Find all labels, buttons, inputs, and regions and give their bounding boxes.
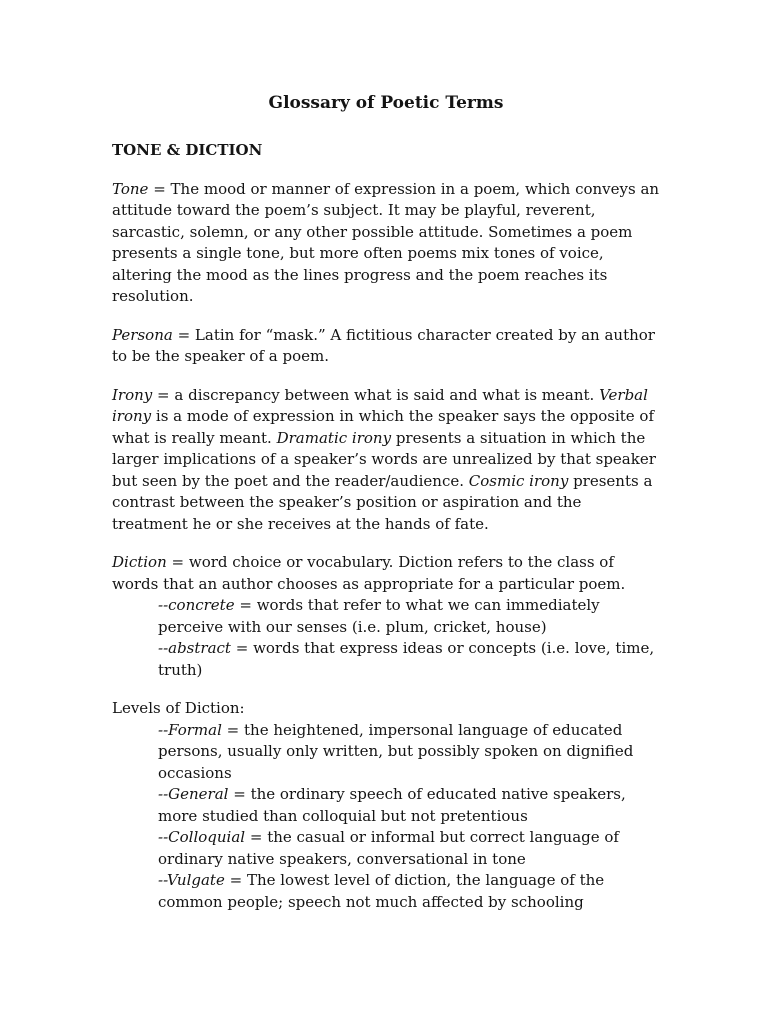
separator: = [228, 785, 251, 803]
dash-prefix: -- [158, 871, 168, 889]
separator: = [166, 553, 189, 571]
section-heading: TONE & DICTION [112, 141, 263, 159]
separator: = [221, 720, 245, 739]
separator: = [152, 385, 175, 404]
level-general [158, 784, 660, 827]
subterm-abstract [158, 639, 231, 657]
document-title: Glossary of Poetic Terms [268, 93, 504, 113]
definition-general: the ordinary speech of educated native speakers, more studied than colloquial but not pretentious [158, 785, 626, 825]
separator: = [224, 871, 247, 889]
level-term-general [158, 785, 228, 803]
definition-irony-part3: presents a situation in which the larger implications of a speaker’s words are unrealized by that speaker but seen by the poet and the reader/audience. [112, 428, 656, 490]
separator: = [245, 828, 268, 846]
separator: = [230, 639, 254, 657]
entry-tone [112, 179, 660, 308]
definition-concrete: words that refer to what we can immediately perceive with our senses (i.e. plum, cricket, house) [158, 596, 600, 636]
definition-abstract: words that express ideas or concepts (i.e. love, time, truth) [158, 639, 655, 679]
subterm-concrete-label: concrete [168, 596, 235, 614]
level-term-colloquial [158, 828, 245, 846]
definition-irony-part1: a discrepancy between what is said and what is meant. [174, 385, 600, 404]
level-colloquial [158, 827, 660, 870]
term-dramatic-irony: Dramatic irony [276, 428, 392, 447]
definition-colloquial: the casual or informal but correct language of ordinary native speakers, conversational in tone [158, 828, 619, 868]
definition-irony-part4: presents a contrast between the speaker’s position or aspiration and the treatment he or she receives at the hands of fate. [112, 471, 653, 533]
term-diction: Diction [112, 553, 167, 571]
level-term-vulgate [158, 871, 225, 889]
level-vulgate [158, 870, 660, 913]
term-tone: Tone [112, 179, 149, 198]
definition-diction: word choice or vocabulary. Diction refers to the class of words that an author chooses as appropriate for a particular poem. [112, 553, 626, 593]
level-term-vulgate-label: Vulgate [167, 871, 225, 889]
entry-irony [112, 385, 660, 536]
dash-prefix: -- [158, 828, 169, 846]
term-irony: Irony [112, 385, 153, 404]
separator: = [148, 179, 171, 198]
level-formal [158, 720, 660, 785]
entry-diction [112, 552, 660, 595]
separator: = [234, 596, 257, 614]
definition-formal: the heightened, impersonal language of educated persons, usually only written, but possibly spoken on dignified occasions [158, 720, 634, 782]
definition-irony-part2: is a mode of expression in which the speaker says the opposite of what is really meant. [112, 407, 655, 447]
level-term-formal-label: Formal [168, 720, 222, 739]
level-term-formal [158, 721, 222, 739]
term-cosmic-irony: Cosmic irony [468, 471, 569, 490]
dash-prefix: -- [158, 639, 169, 657]
subterm-abstract-label: abstract [168, 639, 231, 657]
level-term-general-label: General [168, 785, 229, 803]
document-page [112, 92, 660, 913]
subterm-concrete [158, 596, 235, 614]
level-term-colloquial-label: Colloquial [168, 828, 246, 846]
levels-of-diction-label: Levels of Diction: [112, 699, 245, 717]
definition-persona: Latin for “mask.” A fictitious character created by an author to be the speaker of a poem. [112, 325, 655, 365]
term-verbal-irony: Verbal irony [112, 385, 648, 425]
entry-persona [112, 325, 660, 368]
definition-vulgate: The lowest level of diction, the language of the common people; speech not much affected by schooling [158, 871, 605, 911]
dash-prefix: -- [158, 785, 169, 803]
separator: = [172, 325, 195, 344]
subentry-concrete [158, 595, 660, 638]
definition-tone: The mood or manner of expression in a poem, which conveys an attitude toward the poem’s subject. It may be playful, reverent, sarcastic, solemn, or any other possible attitude. Sometimes a poem presents a single tone, but more often poems mix tones of voice, altering the mood as the lines progress and the poem reaches its resolution. [112, 179, 660, 305]
term-persona: Persona [112, 325, 173, 344]
dash-prefix: -- [158, 720, 169, 739]
dash-prefix: -- [158, 596, 169, 614]
subentry-abstract [158, 638, 660, 681]
